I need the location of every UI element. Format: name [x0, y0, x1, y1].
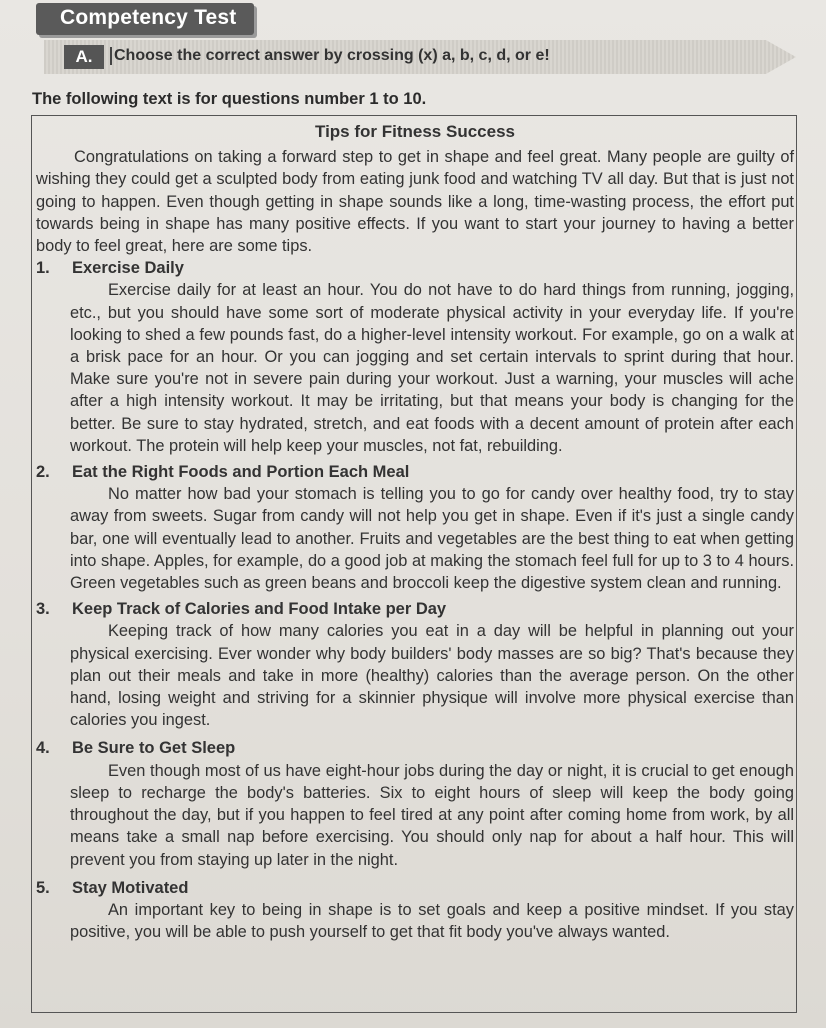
tip-body: No matter how bad your stomach is telling you to go for candy over healthy food, try to stay away from sweets. Sugar from candy will not help you get in shape. Even if it's just a single candy bar, one will eventually lead to another. Fruits and vegetables are the best thing to eat when getting into shape. Apples, for example, do a good job at making the stomach feel full for up to 3 to 4 hours. Green vegetables such as green beans and broccoli keep the digestive system clean and running. [70, 485, 794, 593]
tip-body: Keeping track of how many calories you eat in a day will be helpful in planning out your physical exercising. Ever wonder why body builders' body masses are so big? That's because they plan out their meals and take in more (healthy) calories than the average person. On the other hand, losing weight and striving for a skinnier physique will involve more physical exercise than calories you ingest. [70, 622, 794, 730]
instruction-text: Choose the correct answer by crossing (x) a, b, c, d, or e! [110, 47, 550, 65]
tip-heading-row [36, 877, 794, 899]
page-title: Competency Test [60, 6, 237, 29]
tip-heading: Eat the Right Foods and Portion Each Meal [72, 463, 410, 482]
tip-heading-row [36, 461, 794, 483]
tip-number: 5. [36, 878, 50, 897]
tip-3 [36, 598, 794, 731]
tip-heading: Keep Track of Calories and Food Intake per Day [72, 600, 447, 619]
tip-body: Exercise daily for at least an hour. You do not have to do hard things from running, jogging, etc., but you should have some sort of moderate physical activity in your everyday life. If you're looking to shed a few pounds fast, do a higher-level intensity workout. For example, go on a walk at a brisk pace for an hour. Or you can jogging and set certain intervals to sprint during that hour. Make sure you're not in severe pain during your workout. Just a warning, your muscles will ache after a high intensity workout. It may be irritating, but that means your body is changing for the better. Be sure to stay hydrated, stretch, and eat foods with a decent amount of protein after each workout. The protein will help keep your muscles, not fat, rebuilding. [70, 281, 794, 455]
tip-body: Even though most of us have eight-hour jobs during the day or night, it is crucial to get enough sleep to recharge the body's batteries. Six to eight hours of sleep will keep the body going throughout the day, but if you happen to feel tired at any point after coming home from work, by all means take a small nap before exercising. You should only nap for about a half hour. This will prevent you from staying up later in the night. [70, 761, 794, 869]
section-badge: A. [64, 45, 104, 69]
tip-heading-row [36, 598, 794, 620]
tip-heading: Exercise Daily [72, 259, 184, 278]
tip-number: 1. [36, 259, 50, 278]
intro-text: The following text is for questions number 1 to 10. [32, 90, 427, 108]
reading-content [36, 121, 794, 943]
article-title: Tips for Fitness Success [315, 122, 515, 141]
opening-paragraph: Congratulations on taking a forward step to get in shape and feel great. Many people are guilty of wishing they could get a sculpted body from eating junk food and watching TV all day. But that is just not going to happen. Even though getting in shape sounds like a long, time-wasting process, the effort put towards being in shape has many positive effects. If you want to start your journey to having a better body to feel great, here are some tips. [36, 148, 794, 256]
tip-heading-row [36, 737, 794, 759]
tip-heading-row [36, 257, 794, 279]
tip-heading: Be Sure to Get Sleep [72, 739, 236, 758]
tip-number: 3. [36, 600, 50, 619]
tip-5 [36, 877, 794, 944]
tip-heading: Stay Motivated [72, 878, 189, 897]
tip-number: 4. [36, 739, 50, 758]
tip-number: 2. [36, 463, 50, 482]
tip-1 [36, 257, 794, 457]
tip-body: An important key to being in shape is to set goals and keep a positive mindset. If you stay positive, you will be able to push yourself to get that fit body you've always wanted. [70, 900, 794, 942]
tip-4 [36, 737, 794, 870]
tip-2 [36, 461, 794, 594]
